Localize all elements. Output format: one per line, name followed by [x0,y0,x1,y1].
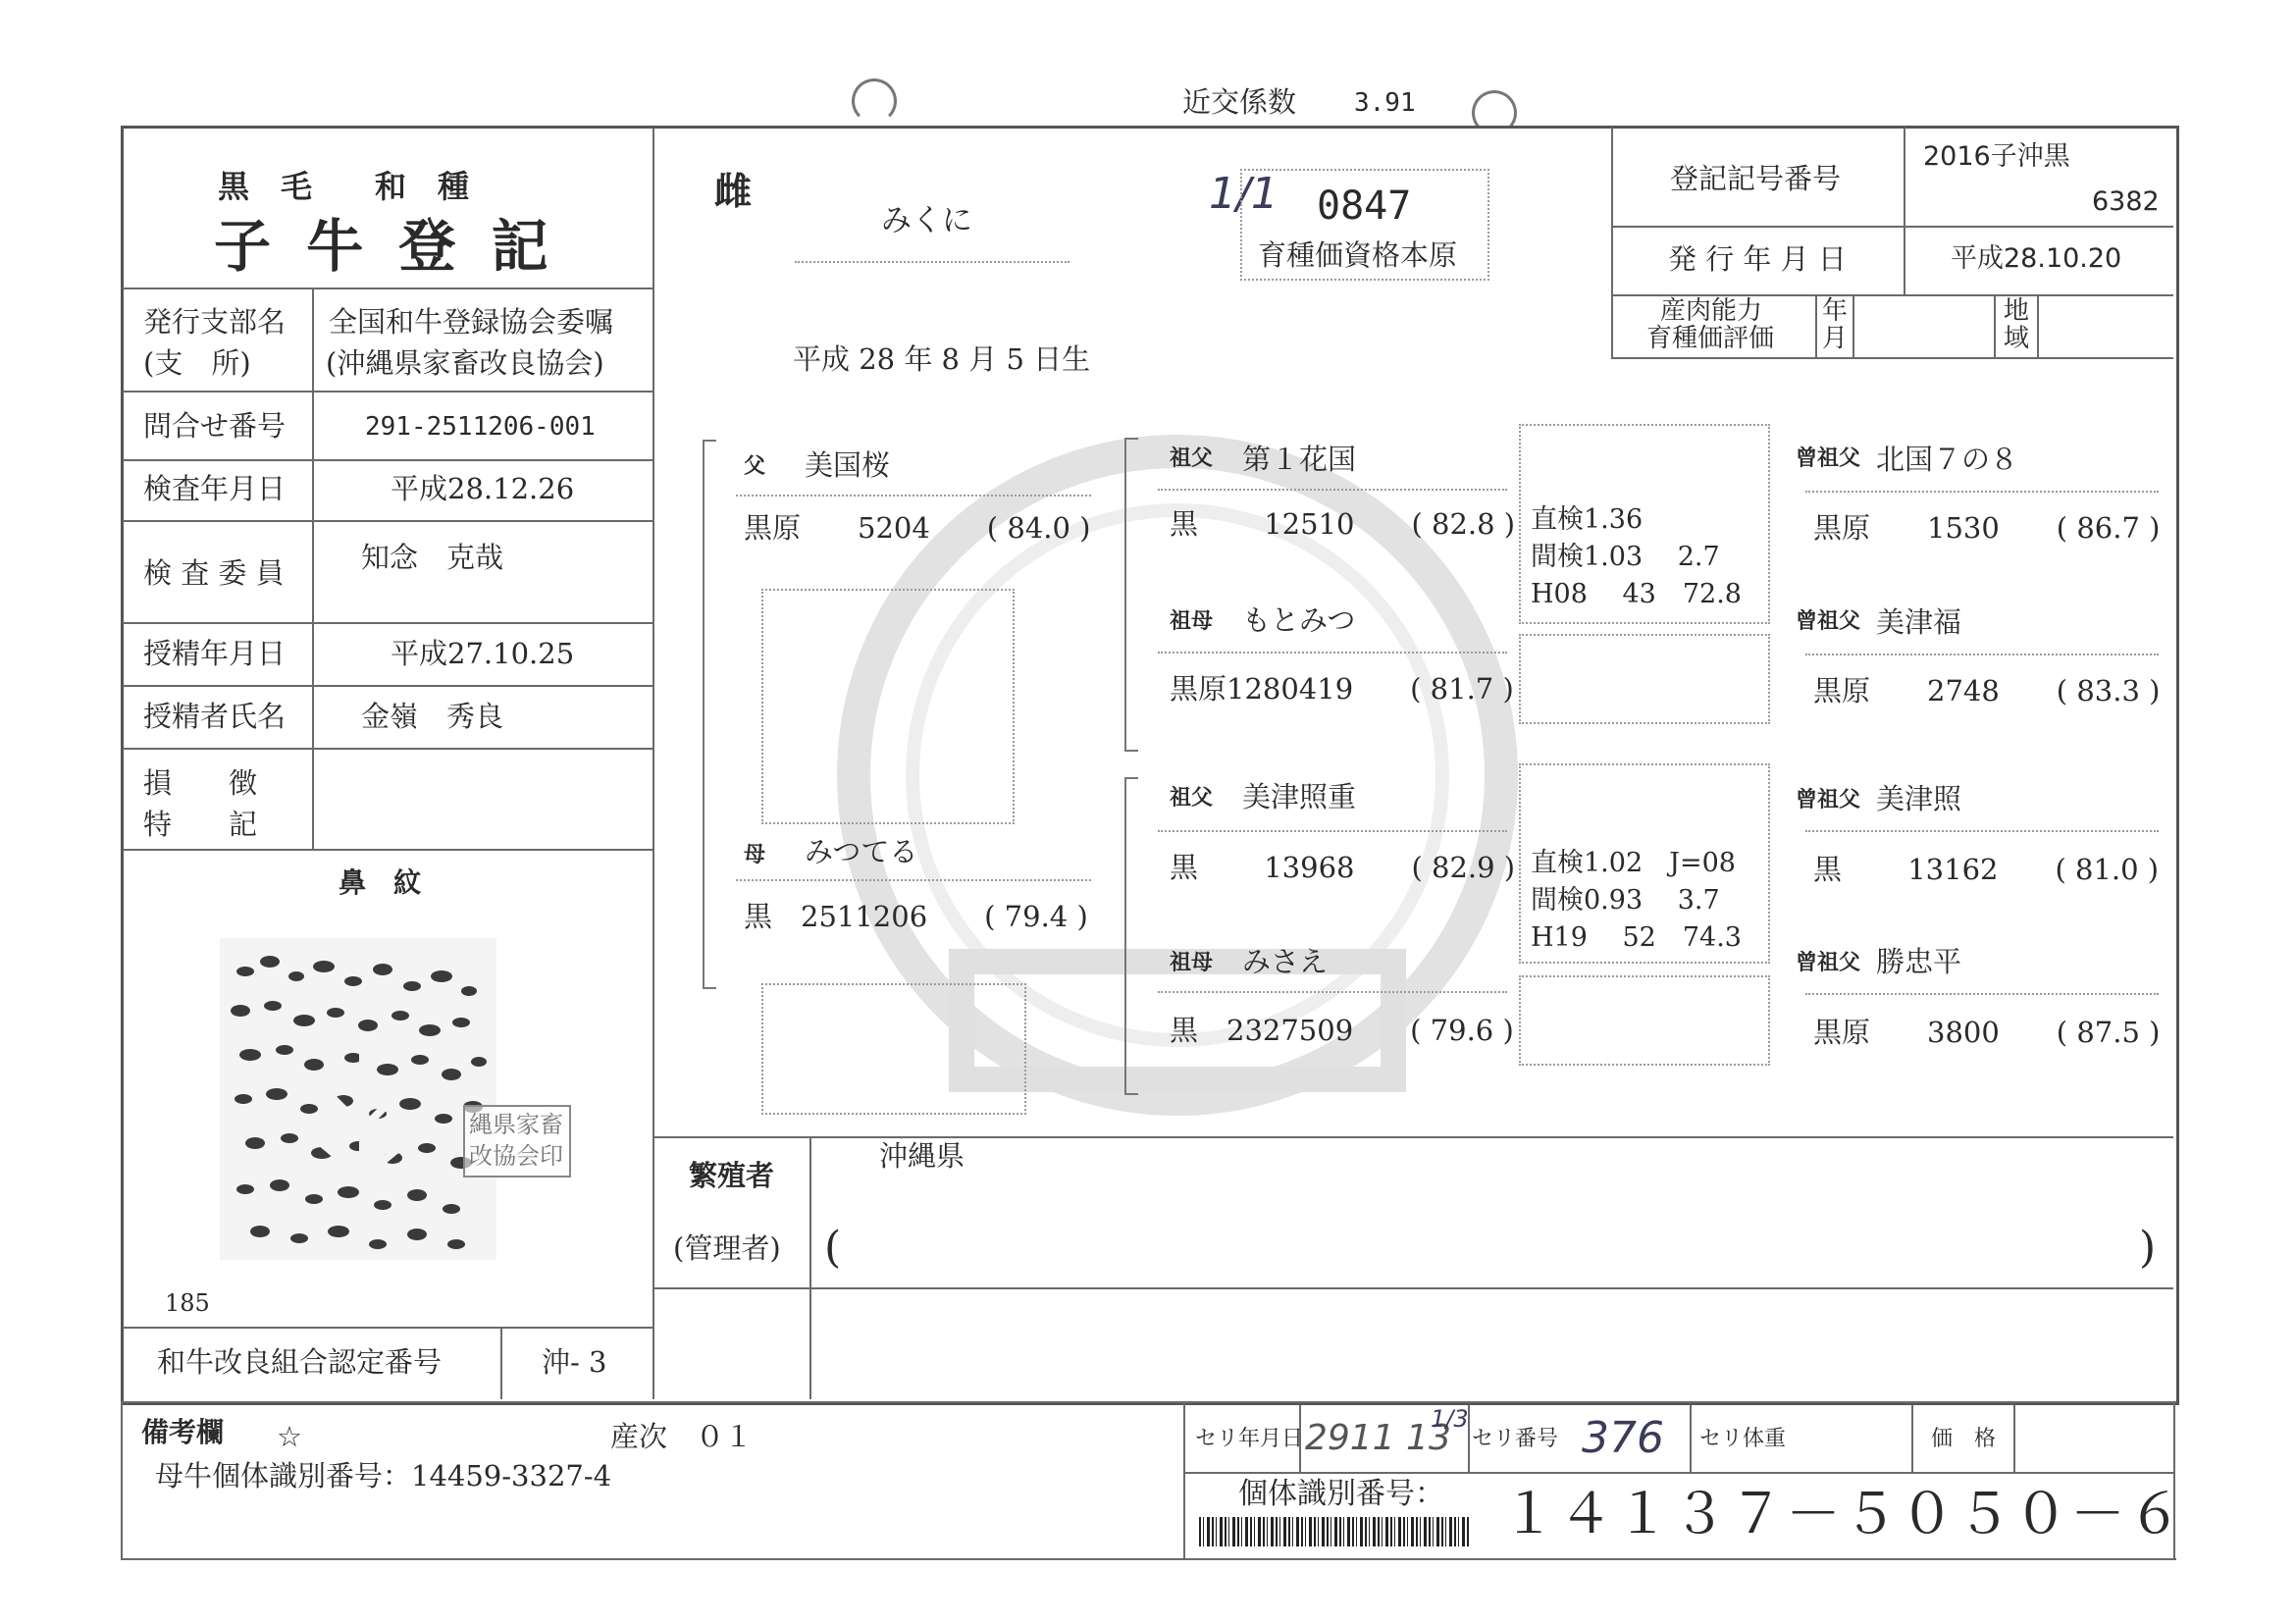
auction-divider [1911,1405,1913,1472]
ggs4-name: 勝忠平 [1876,945,1962,978]
test1-line1: 直検1.36 [1531,504,1644,535]
gs2-name: 美津照重 [1242,780,1357,813]
ggs4-label: 曾祖父 [1796,950,1861,975]
individual-id-value: １４１３７－５０５０－６ [1501,1483,2184,1546]
noseprint-label: 鼻 紋 [339,866,422,899]
row-divider [123,748,652,750]
stamp-text-2: 改協会印 [469,1142,563,1170]
frame-left-footer [121,1401,123,1558]
breeder-bottom-border [654,1287,2173,1289]
inseminator-value: 金嶺 秀良 [361,700,504,733]
test1-line3: H08 43 72.8 [1531,579,1742,609]
breeder-top-border [654,1136,2173,1138]
dam-name: みつてる [805,835,918,868]
calf-name-underline [795,261,1070,263]
sire-side-bracket [1124,438,1138,752]
sire-photo-box [761,589,1015,824]
auction-date-label: セリ年月日 [1195,1427,1304,1451]
auction-date-mark: 1/3 [1431,1405,1469,1433]
issue-value: 平成28.10.20 [1951,243,2122,274]
union-value: 沖- 3 [542,1345,607,1379]
dam-id: 母牛個体識別番号：14459-3327-4 [155,1459,612,1492]
row-divider [123,685,652,687]
gs1-label: 祖父 [1170,445,1214,471]
dam-photo-box [761,983,1026,1115]
auction-divider [1468,1405,1470,1472]
eval-label-2: 育種価評価 [1646,324,1775,353]
calf-name: みくに [881,203,972,238]
ggs1-name: 北国７の８ [1876,443,2019,476]
reg-number: 0847 [1317,183,1412,229]
reg-label: 登記記号番号 [1670,162,1842,195]
inspector-value: 知念 克哉 [361,541,504,574]
branch-value-2: (沖縄県家畜改良協会) [326,346,604,380]
gd2-reg: 黒 2327509 ( 79.6 ) [1170,1014,1514,1047]
sire-name: 美国桜 [805,448,891,482]
row-divider [123,520,652,522]
sire-underline [736,495,1091,497]
test-box-4 [1519,975,1770,1066]
test2-line3: H19 52 74.3 [1531,922,1742,953]
region-label-2: 域 [2004,324,2030,353]
inquiry-value: 291-2511206-001 [365,412,596,442]
main-title: 子 牛 登 記 [214,213,556,280]
ggs3-reg: 黒 13162 ( 81.0 ) [1813,853,2160,886]
insemination-date-label: 授精年月日 [143,637,287,670]
dam-label: 母 [744,842,766,867]
reg-value-1: 2016子沖黒 [1923,141,2070,172]
row-divider [123,288,652,289]
individual-id-label: 個体識別番号： [1238,1477,1444,1511]
ggs2-name: 美津福 [1876,605,1962,639]
stamp-text-1: 縄県家畜 [469,1111,563,1138]
auction-divider [2013,1405,2015,1472]
auction-divider [1690,1405,1692,1472]
footer-bottom [121,1558,2176,1560]
auction-box-left [1183,1401,1185,1558]
row-divider [123,391,652,393]
reg-box-bottom [1611,357,2173,359]
reg-box-left-border [1611,128,1613,357]
union-col-divider [500,1327,502,1399]
gd2-name: みさえ [1242,945,1329,978]
gs1-name: 第１花国 [1242,443,1357,476]
test-box-2 [1519,634,1770,724]
test2-line2: 間検0.93 3.7 [1531,885,1720,916]
auction-date-value: 2911 13 [1305,1418,1451,1458]
ggs4-reg: 黒原 3800 ( 87.5 ) [1813,1016,2161,1049]
eval-divider [1994,294,1996,357]
barcode [1199,1517,1470,1546]
auction-divider [1299,1405,1301,1472]
insemination-date-value: 平成27.10.25 [391,637,575,670]
dam-side-bracket [1124,777,1138,1095]
auction-no-value: 376 [1582,1413,1664,1463]
eval-label-1: 産肉能力 [1660,296,1763,326]
dam-reg: 黒 2511206 ( 79.4 ) [744,900,1088,933]
birth-date: 平成 28 年 8 月 5 日生 [793,342,1091,376]
ggs3-name: 美津照 [1876,782,1962,815]
reg-box-row-divider [1611,226,2173,228]
remarks-star: ☆ [277,1420,302,1453]
left-column-divider [652,128,654,1399]
punch-hole-left [852,79,897,124]
sire-reg: 黒原 5204 ( 84.0 ) [744,511,1091,545]
ggs2-reg: 黒原 2748 ( 83.3 ) [1813,674,2161,707]
paren-open: ( [824,1223,842,1273]
reg-box-inner-divider [1904,128,1905,294]
gd1-label: 祖母 [1170,608,1214,634]
test1-line2: 間検1.03 2.7 [1531,542,1720,572]
breeder-value: 沖縄県 [879,1139,965,1173]
test2-line1: 直検1.02 J=08 [1531,848,1736,878]
footer-top-border [121,1401,2176,1403]
ggs3-label: 曾祖父 [1796,787,1861,812]
gd1-reg: 黒原1280419 ( 81.7 ) [1170,672,1514,706]
breeder-label: 繁殖者 [689,1159,775,1192]
eval-divider [1815,294,1817,357]
inbreeding-label: 近交係数 [1182,85,1297,119]
gs2-underline [1158,830,1507,832]
issue-label: 発 行 年 月 日 [1668,242,1847,276]
gd2-underline [1158,991,1507,993]
inseminator-label: 授精者氏名 [143,700,287,733]
defect-label-2: 特 記 [143,808,258,841]
association-stamp [463,1105,571,1178]
gd1-underline [1158,652,1507,654]
parents-bracket [703,440,716,989]
remarks-label: 備考欄 [141,1416,225,1448]
eval-divider [2037,294,2039,357]
auction-no-label: セリ番号 [1472,1427,1559,1451]
calf-sex: 雌 [714,169,753,213]
inbreeding-value: 3.91 [1354,88,1416,118]
parity: 産次 ０１ [610,1420,754,1453]
sire-label: 父 [744,453,766,479]
paren-close: ) [2139,1223,2157,1273]
breed-title: 黒 毛 和 種 [218,168,470,205]
ggs1-label: 曾祖父 [1796,445,1861,471]
reg-value-2: 6382 [2092,186,2160,217]
noseprint-image [216,932,500,1266]
breeder-label-divider [809,1136,811,1399]
gs2-reg: 黒 13968 ( 82.9 ) [1170,851,1516,884]
defect-label-1: 損 徴 [143,766,258,800]
ggs2-label: 曾祖父 [1796,608,1861,634]
gs1-underline [1158,489,1507,491]
ggs1-underline [1805,491,2159,493]
inquiry-label: 問合せ番号 [143,409,287,443]
ggs3-underline [1805,830,2159,832]
inspection-date-label: 検査年月日 [143,472,287,505]
auction-row-divider [1183,1472,2174,1474]
dam-underline [736,879,1091,881]
noseprint-number: 185 [165,1289,210,1317]
row-divider [123,1327,652,1329]
year-label: 年 [1822,296,1849,326]
inspection-date-value: 平成28.12.26 [391,472,575,505]
hand-fraction: 1/1 [1209,169,1278,219]
row-divider [123,622,652,624]
reg-type: 育種価資格本原 [1258,238,1458,272]
branch-label-1: 発行支部名 [143,305,287,339]
row-divider [123,459,652,461]
month-label: 月 [1822,324,1849,353]
ggs4-underline [1805,993,2159,995]
label-col-divider [312,288,314,849]
price-label: 価 格 [1931,1427,1997,1451]
branch-value-1: 全国和牛登録協会委嘱 [329,305,614,339]
gd2-label: 祖母 [1170,950,1214,975]
union-label: 和牛改良組合認定番号 [157,1345,443,1379]
ggs1-reg: 黒原 1530 ( 86.7 ) [1813,511,2161,545]
inspector-label: 検 査 委 員 [143,556,285,590]
ggs2-underline [1805,654,2159,655]
gs1-reg: 黒 12510 ( 82.8 ) [1170,507,1516,541]
gd1-name: もとみつ [1242,603,1356,637]
row-divider [123,849,652,851]
region-label-1: 地 [2004,296,2030,326]
manager-label: (管理者) [673,1231,781,1265]
eval-divider [1852,294,1854,357]
auction-weight-label: セリ体重 [1699,1427,1787,1451]
gs2-label: 祖父 [1170,785,1214,811]
branch-label-2: (支 所) [143,346,251,380]
